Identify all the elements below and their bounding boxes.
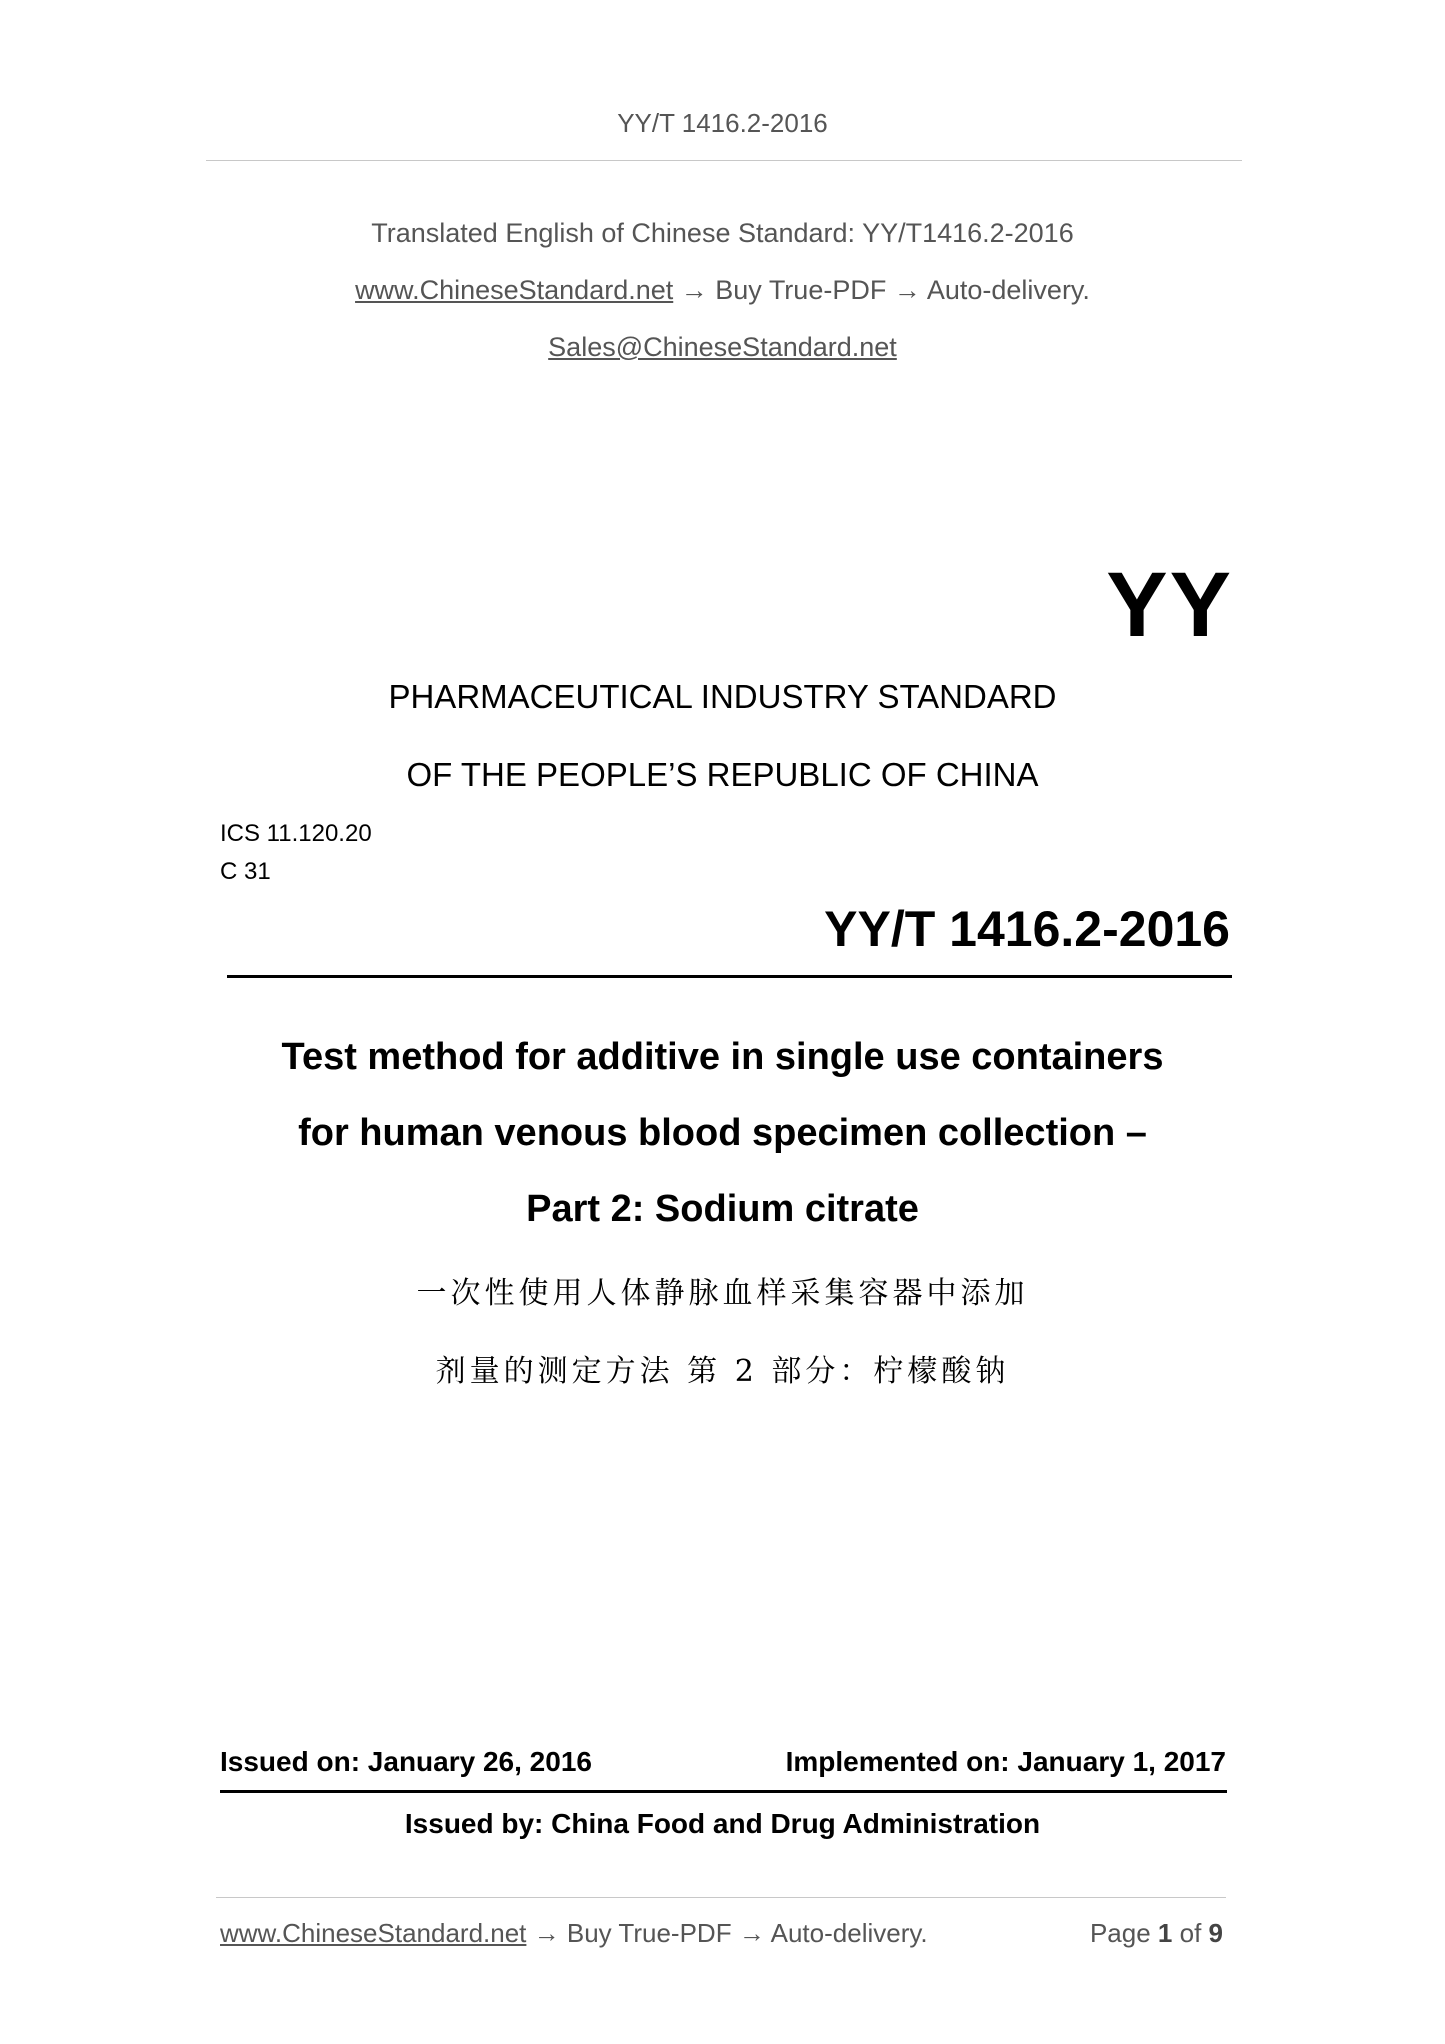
footer-purchase-line	[220, 1918, 928, 1949]
page-of-label: of	[1179, 1918, 1202, 1948]
industry-standard-line1: PHARMACEUTICAL INDUSTRY STANDARD	[388, 678, 1057, 715]
page-label: Page	[1089, 1918, 1151, 1948]
ccs-code: C 31	[220, 858, 271, 885]
buy-pdf-text: Buy True-PDF	[715, 275, 887, 305]
english-title-line2: for human venous blood specimen collection –	[298, 1112, 1147, 1154]
footer-buy-pdf-text: Buy True-PDF	[566, 1918, 732, 1948]
issuing-authority: Issued by: China Food and Drug Administration	[404, 1808, 1041, 1839]
ics-code: ICS 11.120.20	[220, 820, 372, 847]
arrow-right-icon: →	[738, 1918, 765, 1948]
industry-standard-line2: OF THE PEOPLE’S REPUBLIC OF CHINA	[406, 756, 1039, 793]
page-current: 1	[1157, 1918, 1173, 1948]
footer-divider	[216, 1897, 1226, 1898]
arrow-right-icon: →	[680, 275, 708, 305]
chinese-title-line1: 一次性使用人体静脉血样采集容器中添加	[416, 1276, 1029, 1311]
arrow-right-icon: →	[533, 1918, 560, 1948]
sales-email-link[interactable]: Sales@ChineseStandard.net	[548, 332, 897, 362]
arrow-right-icon: →	[893, 275, 921, 305]
implemented-on-date: Implemented on: January 1, 2017	[785, 1746, 1226, 1777]
running-header: YY/T 1416.2-2016	[617, 108, 828, 138]
purchase-line	[0, 275, 1445, 306]
standard-number: YY/T 1416.2-2016	[824, 901, 1230, 957]
translation-notice: Translated English of Chinese Standard: YY/T1416.2-2016	[371, 218, 1074, 248]
footer-site-link[interactable]: www.ChineseStandard.net	[220, 1918, 527, 1948]
site-link[interactable]: www.ChineseStandard.net	[355, 275, 674, 305]
issued-on-date: Issued on: January 26, 2016	[220, 1746, 592, 1777]
auto-delivery-text: Auto-delivery.	[926, 275, 1090, 305]
page-indicator	[1090, 1918, 1223, 1949]
standard-mark: YY	[1106, 554, 1233, 656]
dates-divider	[220, 1790, 1227, 1793]
english-title-line3: Part 2: Sodium citrate	[526, 1188, 919, 1230]
english-title-line1: Test method for additive in single use containers	[281, 1036, 1164, 1078]
standard-number-rule	[227, 975, 1232, 978]
email-line	[0, 332, 1445, 363]
header-divider	[206, 160, 1242, 161]
page-total: 9	[1208, 1918, 1223, 1948]
footer-auto-delivery-text: Auto-delivery.	[770, 1918, 928, 1948]
chinese-title-line2: 剂量的测定方法 第 2 部分：柠檬酸钠	[435, 1354, 1010, 1389]
